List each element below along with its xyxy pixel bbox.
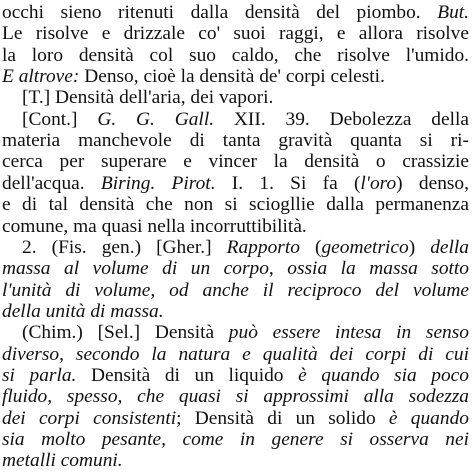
- italic-text: della: [430, 236, 469, 258]
- text-line: [22, 322, 469, 344]
- text-segment: ; Densità di un solido: [176, 407, 389, 429]
- text-line: [2, 151, 469, 173]
- text-segment: 2. (Fis. gen.) [Gher.]: [22, 236, 227, 258]
- text-segment: e di tal densità che non si sciogllie dalla permanenza: [2, 194, 469, 216]
- italic-text: si parla.: [2, 364, 77, 386]
- text-line: [2, 45, 469, 67]
- text-line: [2, 258, 469, 280]
- text-line: [2, 365, 469, 387]
- text-line: [2, 386, 469, 408]
- text-segment: ) denso,: [396, 172, 469, 194]
- text-line: [2, 429, 469, 451]
- italic-text: G. G. Gall.: [97, 108, 215, 130]
- text-line: [2, 130, 469, 152]
- text-segment: ): [408, 236, 431, 258]
- text-segment: (: [299, 236, 322, 258]
- text-line: [2, 280, 469, 302]
- italic-text: è quando sia poco: [298, 364, 469, 386]
- italic-text: l'unità di volume, od anche il reciproco del volume: [2, 279, 469, 301]
- text-line: [2, 344, 469, 366]
- text-segment: comune, ma quasi nella incorruttibilità.: [2, 215, 307, 237]
- text-segment: occhi sieno ritenuti dalla densità del piombo.: [2, 2, 438, 23]
- text-line: [2, 216, 469, 238]
- text-line: [2, 450, 469, 472]
- text-line: [2, 23, 469, 45]
- text-line: [22, 87, 469, 109]
- text-line: [2, 2, 469, 24]
- italic-text: metalli comuni.: [2, 450, 123, 472]
- text-line: [22, 237, 469, 259]
- italic-text: sia molto pesante, come in genere si osserva nei: [2, 429, 469, 450]
- text-line: [2, 408, 469, 430]
- text-segment: [T.] Densità dell'aria, dei vapori.: [22, 87, 274, 109]
- text-line: [2, 173, 469, 195]
- italic-text: diverso, secondo la natura e qualità dei corpi di cui: [2, 343, 469, 365]
- italic-text: Biring. Pirot.: [100, 172, 216, 194]
- italic-text: della unità di massa.: [2, 300, 164, 322]
- italic-text: Rapporto: [226, 236, 300, 258]
- text-segment: Le risolve e drizzale co' suoi raggi, e allora risolve: [2, 23, 469, 45]
- text-segment: cerca per superare e vincer la densità o crassizie: [2, 151, 469, 173]
- text-segment: Densità di un liquido: [76, 364, 299, 386]
- text-segment: la loro densità col suo caldo, che risolve l'umido.: [2, 44, 469, 66]
- text-segment: Denso, cioè la densità de' corpi celesti.: [79, 66, 385, 88]
- italic-text: è quando: [388, 407, 469, 429]
- text-line: [22, 109, 469, 131]
- text-segment: I. 1. Si fa (: [215, 172, 361, 194]
- text-segment: [Cont.]: [22, 108, 98, 130]
- italic-text: fluido, spesso, che quasi si approssimi alla sodezza: [2, 386, 469, 408]
- text-segment: (Chim.) [Sel.] Densità: [22, 322, 229, 344]
- text-segment: dell'acqua.: [2, 172, 101, 194]
- text-line: [2, 66, 469, 88]
- italic-text: E altrove:: [2, 66, 80, 88]
- italic-text: l'oro: [360, 172, 397, 194]
- italic-text: può essere intesa in senso: [228, 322, 469, 344]
- italic-text: dei corpi consistenti: [2, 407, 177, 429]
- text-segment: XII. 39. Debolezza della: [214, 108, 469, 130]
- italic-text: geometrico: [321, 236, 409, 258]
- text-line: [2, 301, 469, 323]
- italic-text: But.: [437, 2, 469, 23]
- italic-text: massa al volume di un corpo, ossia la massa sotto: [2, 258, 469, 280]
- text-segment: materia manchevole di tanta gravità quanta si ri-: [2, 130, 469, 152]
- text-line: [2, 194, 469, 216]
